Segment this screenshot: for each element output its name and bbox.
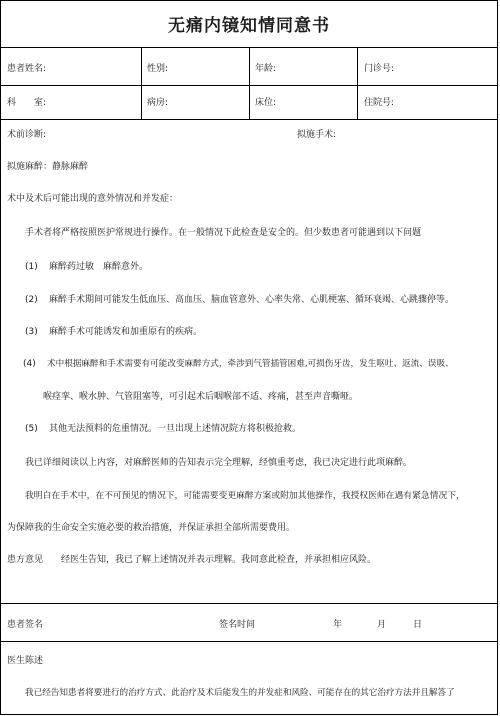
authorization-statement-continued: 为保障我的生命安全实施必要的救治措施，并保证承担全部所需要费用。	[7, 523, 296, 533]
month-label: 月	[377, 620, 387, 630]
patient-opinion: 患方意见 经医生告知，我已了解上述情况并表示理解。我同意此检查，并承担相应风险。	[7, 555, 377, 565]
year-label: 年	[333, 620, 343, 630]
document-title: 无痛内镜知情同意书	[168, 16, 330, 36]
list-item-text: 术中根据麻醉和手术需要有可能改变麻醉方式，牵涉到气管插管困难,可损伤牙齿，发生呕吐、返流、误吸、	[47, 359, 454, 369]
planned-anesthesia-label: 拟施麻醉：静脉麻醉	[7, 162, 89, 172]
ward-label: 病房:	[147, 98, 169, 108]
complications-intro: 术中及术后可能出现的意外情况和并发症：	[7, 194, 179, 204]
list-item-number: (5)	[25, 424, 38, 434]
list-item-number: (3)	[25, 327, 38, 337]
surgeon-statement: 手术者将严格按照医护常规进行操作。在一般情况下此检查是安全的。但少数患者可能遇到以下问题	[25, 228, 422, 238]
list-item-text: 其他无法预料的危重情况。一旦出现上述情况院方将积极抢救。	[49, 424, 302, 434]
list-item-number: (4)	[23, 359, 36, 369]
table-col-divider	[249, 47, 250, 119]
authorization-statement: 我明白在手术中，在不可预见的情况下，可能需要变更麻醉方案或附加其他操作，我授权医师在遇有紧急情况下，	[25, 491, 465, 501]
planned-surgery-label: 拟施手术:	[297, 130, 337, 140]
section-divider	[1, 603, 497, 604]
patient-signature-label: 患者签名	[7, 620, 44, 630]
gender-label: 性别:	[147, 64, 169, 74]
list-item-number: (1)	[25, 262, 38, 272]
table-col-divider	[141, 47, 142, 119]
doctor-statement-text: 我已经告知患者将要进行的治疗方式、此治疗及术后能发生的并发症和风险、可能存在的其它治疗方法并且解答了	[25, 688, 455, 698]
signature-time-label: 签名时间	[219, 620, 256, 630]
department-label: 科 室:	[7, 98, 47, 108]
list-item-text: 麻醉手术可能诱发和加重原有的疾病。	[49, 327, 203, 337]
table-col-divider	[357, 47, 358, 119]
patient-acknowledgement: 我已详细阅读以上内容，对麻醉医师的告知表示完全理解，经慎重考虑，我已决定进行此项麻醉。	[25, 458, 413, 468]
patient-name-label: 患者姓名:	[7, 64, 47, 74]
list-item-text: 麻醉药过敏 麻醉意外。	[49, 262, 149, 272]
age-label: 年龄:	[255, 64, 277, 74]
outpatient-number-label: 门诊号:	[364, 64, 395, 74]
list-item-number: (2)	[25, 295, 38, 305]
section-divider	[1, 641, 497, 642]
preop-diagnosis-label: 术前诊断:	[7, 130, 47, 140]
table-border-bottom	[1, 119, 497, 120]
inpatient-number-label: 住院号:	[364, 98, 395, 108]
day-label: 日	[413, 620, 423, 630]
doctor-statement-label: 医生陈述	[7, 656, 44, 666]
bed-label: 床位:	[255, 98, 277, 108]
list-item-text-continued: 喉痉挛、喉水肿、气管阻塞等，可引起术后咽喉部不适、疼痛，甚至声音嘶哑。	[43, 392, 359, 402]
list-item-text: 麻醉手术期间可能发生低血压、高血压、脑血管意外、心率失常、心肌梗塞、循环衰竭、心跳骤停等。	[49, 295, 455, 305]
